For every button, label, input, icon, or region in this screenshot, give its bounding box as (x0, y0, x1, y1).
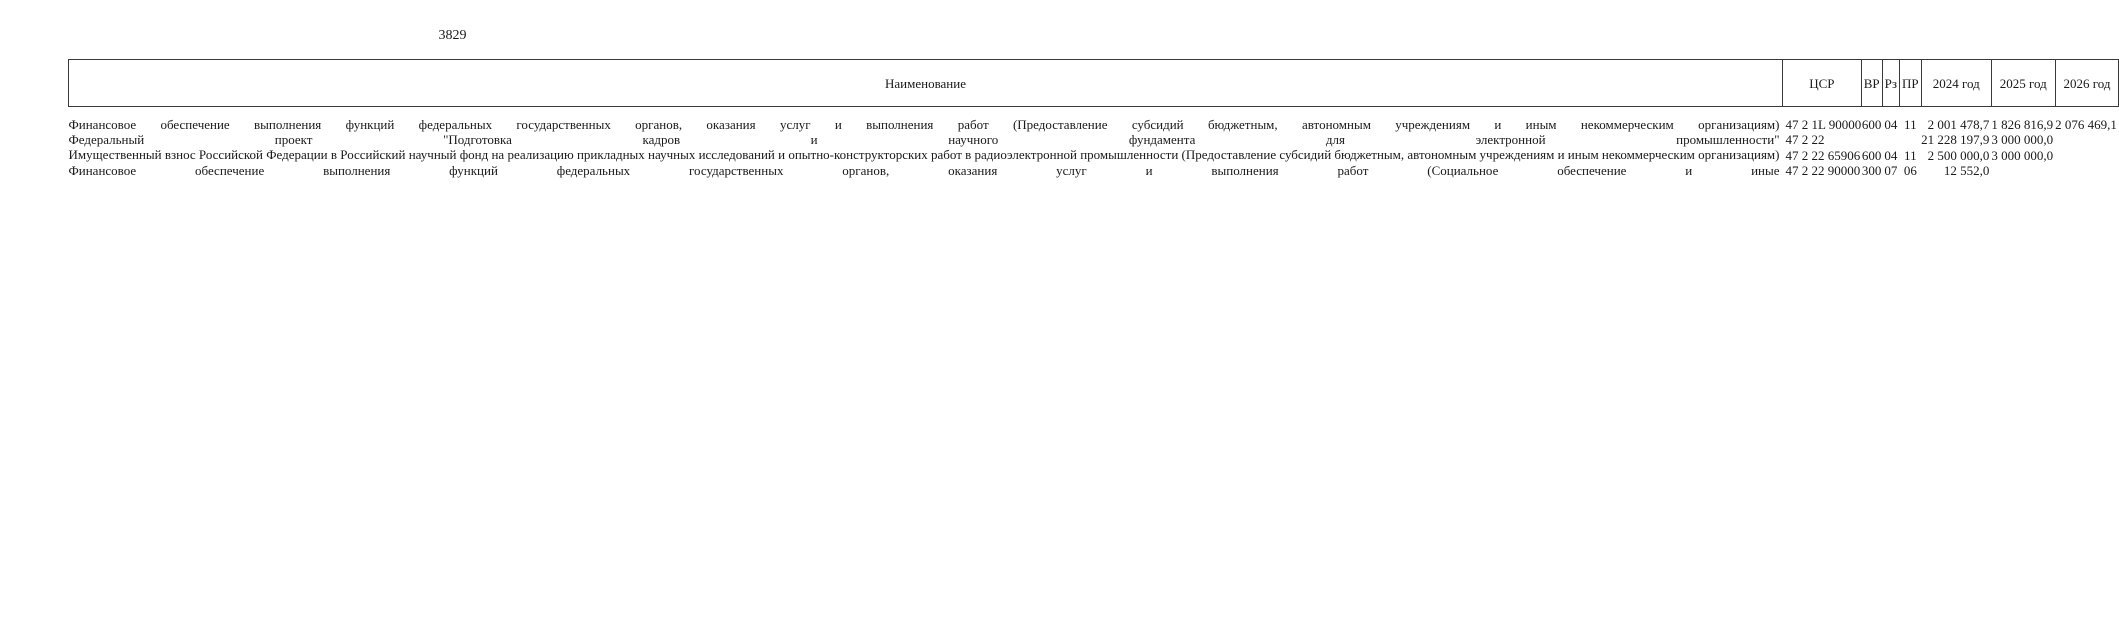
row-csr: 47 2 22 (1785, 132, 1825, 148)
row-2025 (1991, 163, 2055, 178)
row-2024: 12 552,0 (1943, 162, 1990, 178)
row-2025: 1 826 816,9 (1991, 117, 2054, 133)
row-2026 (2055, 132, 2119, 147)
header-rz: Рз (1882, 60, 1899, 107)
row-2025: 3 000 000,0 (1991, 132, 2054, 148)
row-2026: 2 076 469,1 (2055, 117, 2117, 133)
row-vr: 600 (1861, 117, 1882, 133)
row-vr: 600 (1861, 147, 1882, 163)
table-header-row (69, 60, 2119, 107)
row-rz (1882, 132, 1899, 147)
header-2026: 2026 год (2055, 60, 2119, 107)
budget-table (68, 59, 2119, 178)
row-2025: 3 000 000,0 (1991, 147, 2054, 163)
row-name: Имущественный взнос Российской Федерации в Российский научный фонд на реализацию прикладных научных исследований и опытно-конструкторских работ в радиоэлектронной промышленности (Предоставление субсидий бюджетным, автономным учреждениям и иным некоммерческим организациям) (68, 147, 1780, 163)
header-vr: ВР (1861, 60, 1882, 107)
header-csr: ЦСР (1783, 60, 1862, 107)
row-csr: 47 2 22 90000 (1785, 162, 1861, 178)
row-vr: 300 (1861, 162, 1882, 178)
row-2026 (2055, 147, 2119, 162)
header-2025: 2025 год (1991, 60, 2055, 107)
header-name: Наименование (69, 60, 1783, 107)
row-2026 (2055, 163, 2119, 178)
row-2024: 2 500 000,0 (1927, 147, 1990, 163)
row-pr: 06 (1903, 162, 1917, 178)
row-name: Финансовое обеспечение выполнения функций федеральных государственных органов, оказания услуг и выполнения работ (Социальное обеспечение и иные (68, 162, 1780, 178)
header-2024: 2024 год (1921, 60, 1991, 107)
table-row (69, 147, 2119, 162)
row-name: Федеральный проект "Подготовка кадров и научного фундамента для электронной промышленности" (68, 132, 1780, 148)
row-name: Финансовое обеспечение выполнения функций федеральных государственных органов, оказания услуг и выполнения работ (Предоставление субсидий бюджетным, автономным учреждениям и иным некоммерческим организациям) (68, 117, 1780, 132)
row-rz: 07 (1884, 162, 1898, 178)
table-row (69, 132, 2119, 147)
row-vr (1861, 132, 1882, 147)
row-2024: 2 001 478,7 (1927, 117, 1990, 133)
row-csr: 47 2 1L 90000 (1785, 117, 1862, 133)
row-csr: 47 2 22 65906 (1785, 147, 1861, 163)
row-pr: 11 (1904, 117, 1917, 133)
row-2024: 21 228 197,9 (1921, 132, 1990, 148)
header-pr: ПР (1900, 60, 1922, 107)
row-rz: 04 (1884, 117, 1898, 133)
table-row (69, 163, 2119, 178)
page-number: 3829 (438, 28, 467, 43)
row-pr (1900, 132, 1922, 147)
row-pr: 11 (1904, 147, 1917, 163)
table-row (69, 107, 2119, 133)
row-rz: 04 (1884, 147, 1898, 163)
